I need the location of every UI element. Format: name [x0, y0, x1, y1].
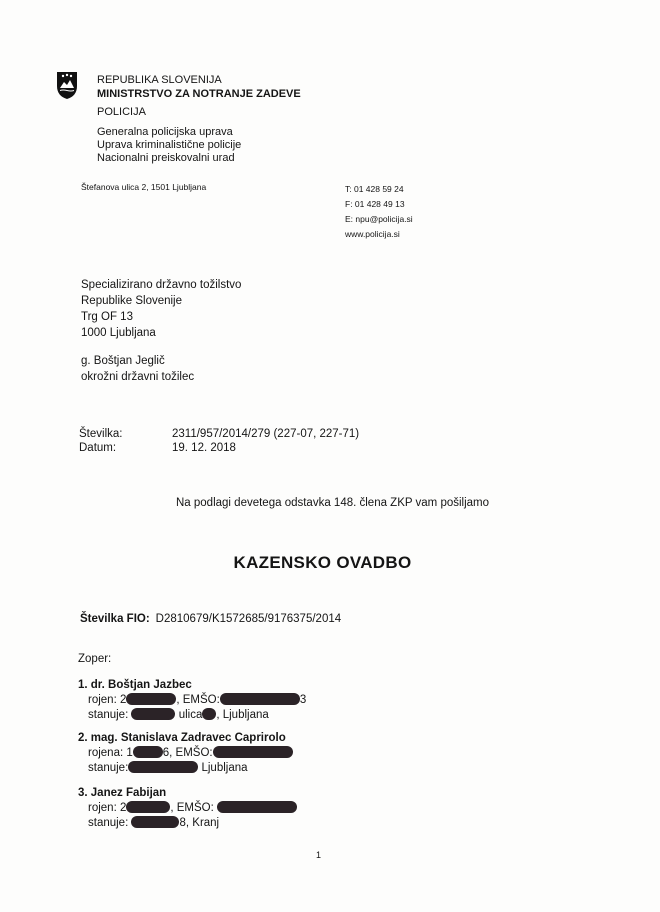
recipient-title: okrožni državni tožilec — [81, 371, 195, 383]
header-ukp: Uprava kriminalistične policije — [97, 139, 242, 151]
redaction — [133, 746, 163, 758]
person-name: 2. mag. Stanislava Zadravec Caprirolo — [78, 732, 286, 744]
header-ministry: MINISTRSTVO ZA NOTRANJE ZADEVE — [97, 88, 301, 100]
contact-block — [345, 182, 413, 242]
redaction — [220, 693, 300, 705]
recipient-line: Republike Slovenije — [81, 295, 183, 307]
number-label: Številka: — [79, 428, 123, 440]
person-name: 1. dr. Boštjan Jazbec — [78, 679, 192, 691]
redaction — [131, 816, 179, 828]
date-label: Datum: — [79, 442, 117, 454]
page-number: 1 — [316, 850, 322, 860]
person-birth: rojen: 2 , EMŠO: 3 — [88, 694, 307, 706]
document-title: KAZENSKO OVADBO — [233, 553, 412, 572]
redaction — [213, 746, 293, 758]
redaction — [131, 708, 175, 720]
contact-web: www.policija.si — [345, 229, 400, 239]
header-police: POLICIJA — [97, 106, 146, 118]
coat-of-arms-icon — [56, 71, 78, 100]
contact-phone: T: 01 428 59 24 — [345, 184, 404, 194]
redaction — [126, 693, 176, 705]
redaction — [202, 708, 216, 720]
redaction — [128, 761, 198, 773]
contact-email: E: npu@policija.si — [345, 214, 413, 224]
person-address: stanuje: ulica , Ljubljana — [88, 709, 269, 721]
contact-fax: F: 01 428 49 13 — [345, 199, 405, 209]
person-birth: rojen: 2 , EMŠO: — [78, 801, 297, 816]
person-name: 3. Janez Fabijan — [78, 787, 167, 799]
person-entry — [78, 786, 297, 831]
person-address: stanuje: Ljubljana — [88, 762, 248, 774]
recipient-line: Specializirano državno tožilstvo — [81, 279, 242, 291]
header-npu: Nacionalni preiskovalni urad — [97, 152, 235, 164]
person-birth: rojena: 1 6, EMŠO: — [78, 746, 293, 761]
person-entry — [78, 731, 293, 776]
person-address: stanuje: 8, Kranj — [88, 817, 220, 829]
redaction — [217, 801, 297, 813]
person-entry — [78, 678, 306, 723]
fio-label: Številka FIO: — [80, 613, 150, 625]
number-value: 2311/957/2014/279 (227-07, 227-71) — [172, 428, 360, 440]
header-republic: REPUBLIKA SLOVENIJA — [97, 74, 222, 86]
recipient-line: Trg OF 13 — [81, 311, 133, 323]
recipient-block — [81, 277, 241, 385]
against-label: Zoper: — [78, 653, 112, 665]
recipient-name: g. Boštjan Jeglič — [81, 355, 165, 367]
fio-value: D2810679/K1572685/9176375/2014 — [155, 613, 342, 625]
fio-line — [80, 613, 341, 625]
intro-text: Na podlagi devetega odstavka 148. člena ZKP vam pošiljamo — [176, 497, 490, 509]
header-gpu: Generalna policijska uprava — [97, 126, 233, 138]
recipient-line: 1000 Ljubljana — [81, 327, 156, 339]
date-value: 19. 12. 2018 — [172, 442, 236, 454]
redaction — [126, 801, 170, 813]
sender-address: Štefanova ulica 2, 1501 Ljubljana — [81, 182, 207, 192]
